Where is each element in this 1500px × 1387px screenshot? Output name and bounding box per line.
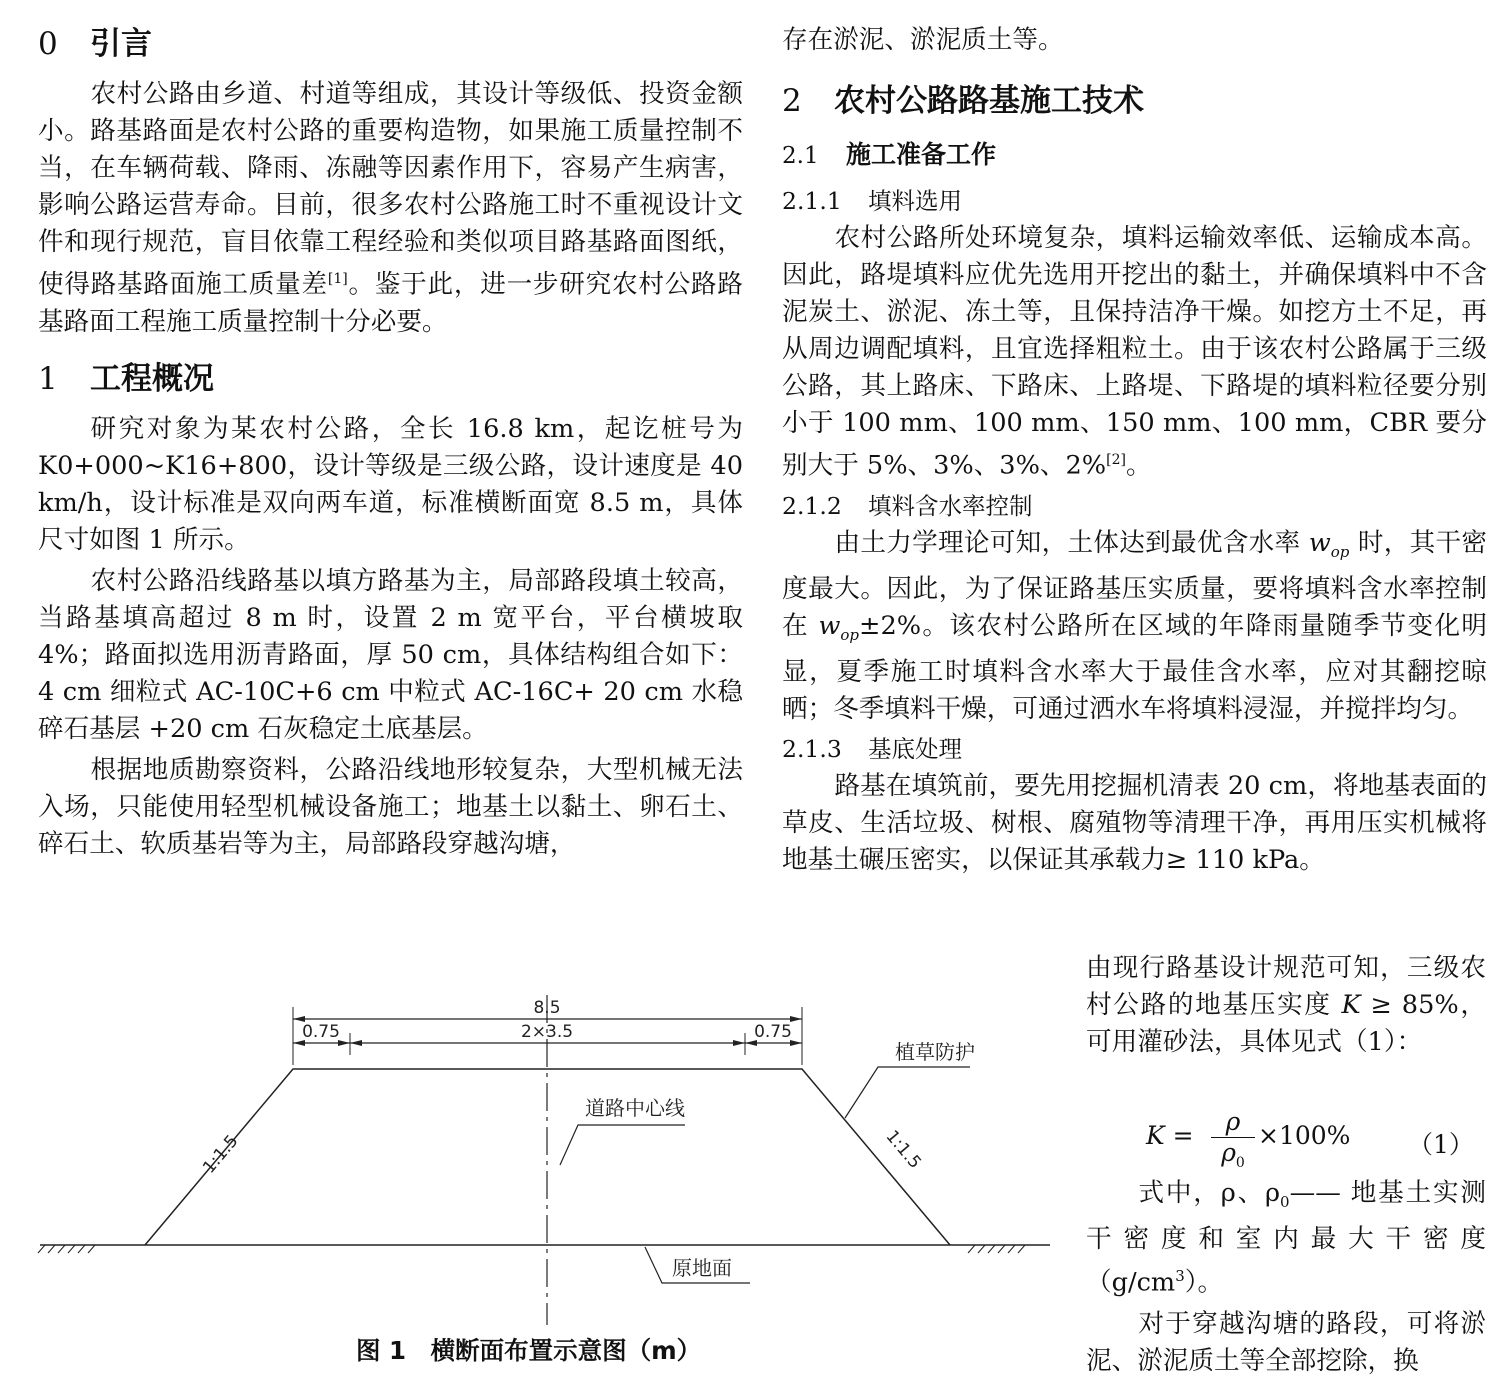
moisture-paragraph: 由土力学理论可知，土体达到最优含水率 $w_{op}$ 时，其干密度最大。因此，为了保证路基压实质量，要将填料含水率控制在 $w_{op}\pm 2\%$。该农村公路所在区域的年降雨量随季节变化明显，夏季施工时填料含水率大于最佳含水率，应对其翻挖晾晒；冬季填料干燥，可通过洒水车将填料浸湿，并搅拌均匀。 <box>782 527 1487 724</box>
slope-left: 1:1.5 <box>199 1131 243 1178</box>
dim-total: 8.5 <box>533 998 561 1018</box>
intro-paragraph: 农村公路由乡道、村道等组成，其设计等级低、投资金额小。路基路面是农村公路的重要构造物，如果施工质量控制不当，在车辆荷载、降雨、冻融等因素作用下，容易产生病害，影响公路运营寿命。目前，很多农村公路施工时不重视设计文件和现行规范，盲目依靠工程经验和类似项目路基路面图纸，使得路基路面施工质量差[1]。鉴于此，进一步研究农村公路路基路面工程施工质量控制十分必要。 <box>38 79 743 337</box>
compaction-paragraph: 由现行路基设计规范可知，三级农村公路的地基压实度 K ≥ 85%，可用灌砂法，具体见式（1）： <box>1086 953 1486 1057</box>
overview-paragraph-2: 农村公路沿线路基以填方路基为主，局部路段填土较高，当路基填高超过 8 m 时，设置 2 m 宽平台，平台横坡取 4%；路面拟选用沥青路面，厚 50 cm，具体结构组合如下：4 cm 细粒式 AC-10C+6 cm 中粒式 AC-16C+ 20 cm 水稳碎石基层 +20 cm 石灰稳定土底基层。 <box>38 565 743 744</box>
pond-paragraph: 对于穿越沟塘的路段，可将淤泥、淤泥质土等全部挖除，换 <box>1086 1308 1486 1376</box>
figure-caption: 图 1 横断面布置示意图（m） <box>356 1336 702 1365</box>
cross-section-figure <box>30 985 1060 1325</box>
base-treatment-paragraph: 路基在填筑前，要先用挖掘机清表 20 cm，将地基表面的草皮、生活垃圾、树根、腐殖物等清理干净，再用压实机械将地基土碾压密实，以保证其承载力≥ 110 kPa。 <box>782 770 1487 875</box>
equation-explanation: 式中，ρ、$\rho_0——$ 地基土实测干密度和室内最大干密度$(g/cm^3)$。 <box>1086 1178 1486 1298</box>
section-2-1-1-heading: 2.1.1 填料选用 <box>782 187 962 215</box>
side-text-2 <box>1086 1175 1486 1380</box>
dim-left: 0.75 <box>302 1022 340 1042</box>
continued-paragraph: 存在淤泥、淤泥质土等。 <box>782 25 1064 55</box>
side-text <box>1086 950 1486 1061</box>
section-0-heading: 0 引言 <box>38 26 152 62</box>
dim-mid: 2×3.5 <box>520 1022 574 1042</box>
filler-paragraph: 农村公路所处环境复杂，填料运输效率低、运输成本高。因此，路堤填料应优先选用开挖出的黏土，并确保填料中不含泥炭土、淤泥、冻土等，且保持洁净干燥。如挖方土不足，再从周边调配填料，且宜选择粗粒土。由于该农村公路属于三级公路，其上路床、下路床、上路堤、下路堤的填料粒径要分别小于 100 mm、100 mm、150 mm、100 mm，CBR 要分别大于 5%、3%、3%、2%[2]。 <box>782 223 1487 481</box>
slope-right: 1:1.5 <box>881 1126 925 1173</box>
grass-protection-label: 植草防护 <box>895 1040 975 1064</box>
original-ground-label: 原地面 <box>672 1256 732 1280</box>
right-column <box>782 0 1487 879</box>
dim-right: 0.75 <box>754 1022 792 1042</box>
section-2-1-heading: 2.1 施工准备工作 <box>782 140 997 169</box>
section-1-heading: 1 工程概况 <box>38 360 214 397</box>
overview-paragraph-1: 研究对象为某农村公路，全长 16.8 km，起讫桩号为 K0+000~K16+800，设计等级是三级公路，设计速度是 40 km/h，设计标准是双向两车道，标准横断面宽 8.5 m，具体尺寸如图 1 所示。 <box>38 413 743 555</box>
section-2-1-3-heading: 2.1.3 基底处理 <box>782 734 962 763</box>
equation-number: （1） <box>1408 1130 1474 1159</box>
section-2-1-2-heading: 2.1.2 填料含水率控制 <box>782 491 1033 520</box>
overview-paragraph-3: 根据地质勘察资料，公路沿线地形较复杂，大型机械无法入场，只能使用轻型机械设备施工；地基土以黏土、卵石土、碎石土、软质基岩等为主，局部路段穿越沟塘， <box>38 754 743 859</box>
equation-fraction: ρ $\rho_0$ <box>1211 1107 1255 1178</box>
center-line-label: 道路中心线 <box>585 1096 685 1120</box>
equation-1: K = ρ $\rho_0$ ×100% （1） <box>1146 1107 1486 1177</box>
left-column <box>38 0 743 863</box>
section-2-heading: 2 农村公路路基施工技术 <box>782 83 1144 119</box>
